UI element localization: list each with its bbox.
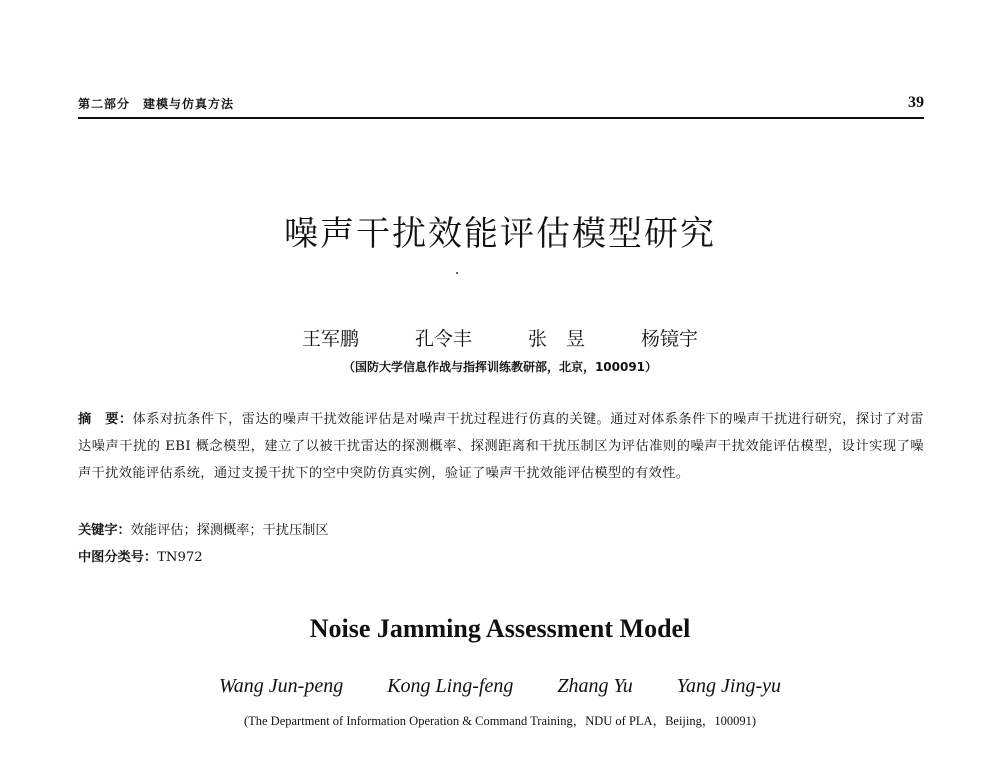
keywords-text: 效能评估；探测概率；干扰压制区	[130, 523, 329, 538]
chinese-affiliation: （国防大学信息作战与指挥训练教研部，北京，100091）	[342, 360, 658, 374]
cn-author: 张 昱	[528, 328, 586, 350]
en-author: Zhang Yu	[557, 675, 633, 697]
english-authors	[0, 675, 1000, 698]
cn-author: 杨镜宇	[641, 328, 699, 350]
page-number: 39	[908, 94, 924, 111]
cn-author: 王军鹏	[301, 328, 359, 350]
en-author: Wang Jun-peng	[218, 675, 344, 697]
keywords-label: 关键字：	[78, 523, 131, 538]
scan-dot	[456, 272, 458, 274]
chinese-title: 噪声干扰效能评估模型研究	[284, 214, 716, 254]
abstract-text: 体系对抗条件下，雷达的噪声干扰效能评估是对噪声干扰过程进行仿真的关键。通过对体系条件下的噪声干扰进行研究，探讨了对雷达噪声干扰的 EBI 概念模型，建立了以被干扰雷达的探测概率、探测距离和干扰压制区为评估准则的噪声干扰效能评估模型，设计实现了噪声干扰效能评估系统，通过支援干扰下的空中突防仿真实例，验证了噪声干扰效能评估模型的有效性。	[78, 412, 924, 481]
keywords-line	[78, 519, 329, 538]
classification-label: 中图分类号：	[78, 550, 158, 565]
abstract-label: 摘 要：	[78, 412, 133, 427]
classification-text: TN972	[157, 550, 203, 565]
running-head-section: 第二部分 建模与仿真方法	[78, 97, 235, 111]
en-author: Yang Jing-yu	[676, 675, 782, 697]
header-rule	[78, 117, 924, 119]
chinese-abstract	[78, 406, 924, 487]
english-title: Noise Jamming Assessment Model	[309, 614, 691, 643]
cn-author: 孔令丰	[414, 328, 472, 350]
chinese-authors	[0, 324, 1000, 351]
running-head	[78, 94, 924, 112]
classification-line	[78, 546, 203, 565]
english-affiliation: (The Department of Information Operation & Command Training，NDU of PLA，Beijing，100091)	[243, 714, 757, 728]
en-author: Kong Ling-feng	[387, 675, 514, 697]
